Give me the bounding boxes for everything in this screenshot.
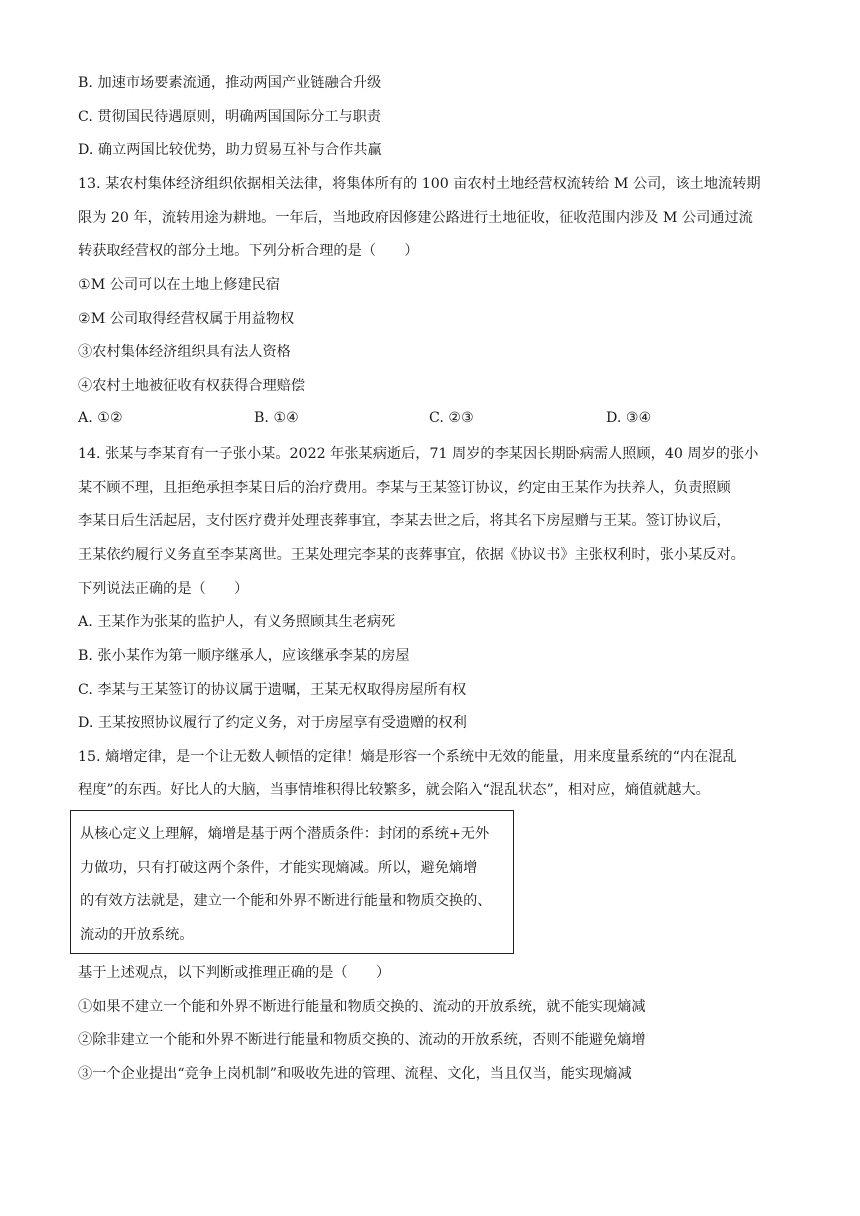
q15-box-line: 流动的开放系统。 <box>80 927 194 943</box>
q13-statement: ②M 公司取得经营权属于用益物权 <box>78 311 295 327</box>
q15-statement: ①如果不建立一个能和外界不断进行能量和物质交换的、流动的开放系统，就不能实现熵减 <box>78 999 646 1015</box>
q14-option-c: C. 李某与王某签订的协议属于遗嘱，王某无权取得房屋所有权 <box>78 682 467 698</box>
q13-stem-line: 13. 某农村集体经济组织依据相关法律，将集体所有的 100 亩农村土地经营权流转给 M 公司，该土地流转期 <box>78 176 761 192</box>
q13-option-d: D. ③④ <box>606 410 652 426</box>
q15-quote-box <box>70 810 514 954</box>
q15-box-line: 从核心定义上理解，熵增是基于两个潜质条件：封闭的系统+无外 <box>80 826 490 842</box>
q14-option-d: D. 王某按照协议履行了约定义务，对于房屋享有受遗赠的权利 <box>78 715 467 731</box>
q14-stem-line: 14. 张某与李某育有一子张小某。2022 年张某病逝后，71 周岁的李某因长期卧病需人照顾，40 周岁的张小 <box>78 446 759 462</box>
q13-stem-line: 限为 20 年，流转用途为耕地。一年后，当地政府因修建公路进行土地征收，征收范围内涉及 M 公司通过流 <box>78 210 753 226</box>
q12-option-d: D. 确立两国比较优势，助力贸易互补与合作共赢 <box>78 142 382 158</box>
q12-option-b: B. 加速市场要素流通，推动两国产业链融合升级 <box>78 75 382 91</box>
q13-stem-line: 转获取经营权的部分土地。下列分析合理的是（ ） <box>78 243 419 259</box>
q12-option-c: C. 贯彻国民待遇原则，明确两国国际分工与职责 <box>78 109 382 125</box>
q13-options-row <box>78 410 778 430</box>
q13-statement: ①M 公司可以在土地上修建民宿 <box>78 277 281 293</box>
q14-option-b: B. 张小某作为第一顺序继承人，应该继承李某的房屋 <box>78 648 410 664</box>
q15-statement: ③一个企业提出“竞争上岗机制”和吸收先进的管理、流程、文化，当且仅当，能实现熵减 <box>78 1066 632 1082</box>
q15-box-line: 力做功，只有打破这两个条件，才能实现熵减。所以，避免熵增 <box>80 860 478 876</box>
q13-option-c: C. ②③ <box>429 410 474 426</box>
q13-option-a: A. ①② <box>78 410 123 426</box>
q13-statement: ④农村土地被征收有权获得合理赔偿 <box>78 378 306 394</box>
q15-stem-line: 15. 熵增定律，是一个让无数人顿悟的定律！熵是形容一个系统中无效的能量，用来度量系统的“内在混乱 <box>78 749 737 765</box>
q14-stem-line: 某不顾不理，且拒绝承担李某日后的治疗费用。李某与王某签订协议，约定由王某作为扶养人，负责照顾 <box>78 480 731 496</box>
q14-stem-line: 李某日后生活起居，支付医疗费并处理丧葬事宜，李某去世之后，将其名下房屋赠与王某。签订协议后， <box>78 513 731 529</box>
q14-option-a: A. 王某作为张某的监护人，有义务照顾其生老病死 <box>78 614 396 630</box>
q13-statement: ③农村集体经济组织具有法人资格 <box>78 344 291 360</box>
q13-option-b: B. ①④ <box>254 410 299 426</box>
q15-question: 基于上述观点，以下判断或推理正确的是（ ） <box>78 965 391 981</box>
q14-stem-line: 下列说法正确的是（ ） <box>78 581 249 597</box>
q14-stem-line: 王某依约履行义务直至李某离世。王某处理完李某的丧葬事宜，依据《协议书》主张权利时，张小某反对。 <box>78 547 745 563</box>
q15-statement: ②除非建立一个能和外界不断进行能量和物质交换的、流动的开放系统，否则不能避免熵增 <box>78 1032 646 1048</box>
q15-stem-line: 程度”的东西。好比人的大脑，当事情堆积得比较繁多，就会陷入“混乱状态”，相对应，熵值就越大。 <box>78 782 710 798</box>
q15-box-line: 的有效方法就是，建立一个能和外界不断进行能量和物质交换的、 <box>80 893 492 909</box>
